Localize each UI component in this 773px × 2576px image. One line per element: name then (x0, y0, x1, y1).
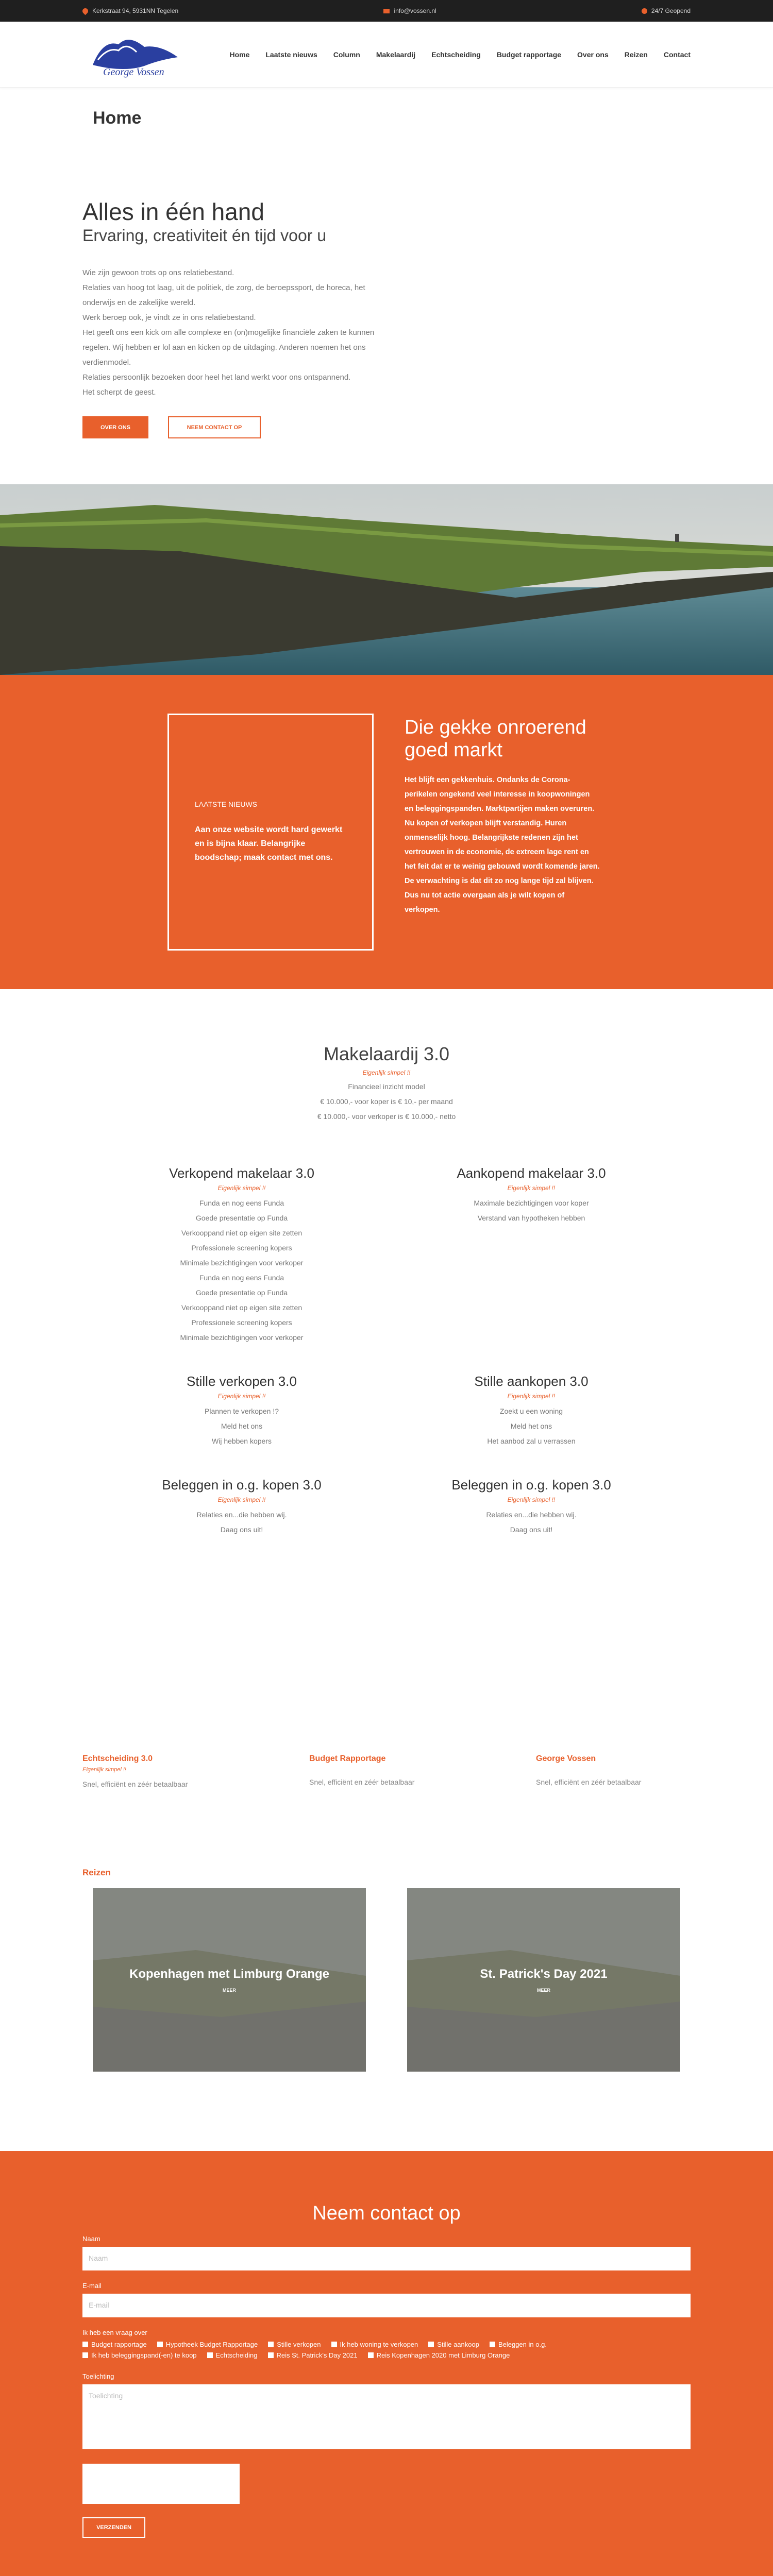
block-line: Funda en nog eens Funda (199, 1199, 284, 1207)
nav-home[interactable]: Home (229, 50, 250, 59)
trip-card-title: St. Patrick's Day 2021 (480, 1967, 608, 1981)
trip-card-title: Kopenhagen met Limburg Orange (129, 1967, 330, 1981)
main-nav (229, 50, 691, 59)
block-aankopend (441, 1165, 621, 1345)
block-line: Plannen te verkopen !? (205, 1407, 279, 1415)
block-beleggen-1 (152, 1477, 332, 1537)
page-title: Home (93, 108, 142, 128)
nav-echtscheiding[interactable]: Echtscheiding (431, 50, 481, 59)
service-george (536, 1754, 691, 1868)
makelaardij-tag[interactable]: Eigenlijk simpel !! (362, 1069, 411, 1076)
top-email[interactable]: info@vossen.nl (383, 7, 436, 14)
block-title: Stille aankopen 3.0 (474, 1374, 589, 1389)
site-header (0, 22, 773, 88)
block-tag[interactable]: Eigenlijk simpel !! (217, 1393, 266, 1400)
block-stille-aankopen (441, 1374, 621, 1449)
checkbox-option[interactable]: Budget rapportage (82, 2341, 147, 2348)
name-label: Naam (82, 2235, 100, 2243)
service-desc: Snel, efficiënt en zéér betaalbaar (82, 1780, 188, 1788)
mk-line: Financieel inzicht model (348, 1082, 425, 1091)
checkbox-option[interactable]: Beleggen in o.g. (490, 2341, 547, 2348)
trip-card[interactable] (407, 1888, 680, 2072)
block-title: Beleggen in o.g. kopen 3.0 (162, 1477, 322, 1493)
send-button[interactable]: VERZENDEN (82, 2517, 145, 2538)
clock-icon (642, 8, 647, 14)
block-line: Maximale bezichtigingen voor koper (474, 1199, 589, 1207)
block-verkopend (152, 1165, 332, 1345)
service-title[interactable]: Echtscheiding 3.0 (82, 1754, 153, 1763)
news-section (0, 675, 773, 989)
block-line: Relaties en...die hebben wij. (486, 1511, 577, 1519)
block-beleggen-2 (441, 1477, 621, 1537)
nav-over-ons[interactable]: Over ons (577, 50, 609, 59)
cliffs-banner-image (0, 484, 773, 675)
block-tag[interactable]: Eigenlijk simpel !! (217, 1184, 266, 1192)
hero-subtitle: Ervaring, creativiteit én tijd voor u (82, 226, 327, 245)
message-label: Toelichting (82, 2372, 114, 2380)
news-title: Die gekke onroerend goed markt (405, 717, 586, 761)
message-textarea[interactable]: Toelichting (82, 2384, 691, 2449)
service-desc: Snel, efficiënt en zéér betaalbaar (536, 1778, 642, 1786)
block-tag[interactable]: Eigenlijk simpel !! (507, 1496, 556, 1503)
block-line: Meld het ons (221, 1422, 263, 1430)
block-line: Minimale bezichtigingen voor verkoper (180, 1259, 304, 1267)
block-tag[interactable]: Eigenlijk simpel !! (217, 1496, 266, 1503)
block-line: Verkooppand niet op eigen site zetten (181, 1303, 303, 1312)
trip-card-more[interactable]: MEER (222, 1988, 236, 1993)
mk-line: € 10.000,- voor koper is € 10,- per maand (320, 1097, 453, 1106)
hero-intro (82, 265, 381, 400)
checkbox-option[interactable]: Ik heb beleggingspand(-en) te koop (82, 2351, 197, 2359)
service-budget (309, 1754, 464, 1868)
name-input[interactable]: Naam (82, 2247, 691, 2270)
nav-contact[interactable]: Contact (663, 50, 691, 59)
services-section (0, 1754, 773, 1868)
contact-section (0, 2151, 773, 2576)
location-pin-icon (81, 7, 90, 15)
news-box (167, 714, 374, 951)
nav-budget[interactable]: Budget rapportage (496, 50, 562, 59)
nav-nieuws[interactable]: Laatste nieuws (265, 50, 317, 59)
news-body: Het blijft een gekkenhuis. Ondanks de Corona-perikelen ongekend veel interesse in koopwoningen en beleggingspanden. Marktpartijen maken overuren. Nu kopen of verkopen blijft verstandig. Huren onmenselijk hoog. Belangrijkste redenen zijn het vertrouwen in de economie, de extreem lage rent en het feit dat er te weinig gebouwd wordt komende jaren. De verwachting is dat dit zo nog lange tijd zal blijven. Dus nu tot actie overgaan als je wilt kopen of verkopen. (405, 776, 600, 914)
block-stille-verkopen (152, 1374, 332, 1449)
intro-line: Het scherpt de geest. (82, 388, 156, 397)
reizen-title: Reizen (82, 1868, 111, 1877)
captcha-box[interactable] (82, 2464, 240, 2504)
block-line: Minimale bezichtigingen voor verkoper (180, 1333, 304, 1342)
question-checkboxes (82, 2341, 649, 2359)
email-label: E-mail (82, 2282, 102, 2290)
makelaardij-title: Makelaardij 3.0 (323, 1043, 450, 1064)
service-title[interactable]: Budget Rapportage (309, 1754, 386, 1763)
svg-text:George Vossen: George Vossen (103, 66, 164, 78)
block-line: Daag ons uit! (220, 1526, 263, 1534)
intro-line: Wie zijn gewoon trots op ons relatiebestand. (82, 268, 234, 277)
nav-makelaardij[interactable]: Makelaardij (376, 50, 416, 59)
top-service: 24/7 Geopend (642, 7, 691, 14)
block-line: Het aanbod zal u verrassen (487, 1437, 576, 1445)
trip-card[interactable] (93, 1888, 366, 2072)
top-bar (0, 0, 773, 22)
hero-section (0, 149, 773, 484)
reizen-section (0, 1868, 773, 2151)
intro-line: Werk beroep ook, je vindt ze in ons relatiebestand. (82, 313, 256, 322)
checkbox-option[interactable]: Reis Kopenhagen 2020 met Limburg Orange (368, 2351, 510, 2359)
block-line: Funda en nog eens Funda (199, 1274, 284, 1282)
envelope-icon (383, 9, 390, 13)
block-line: Goede presentatie op Funda (195, 1214, 288, 1222)
intro-line: Relaties persoonlijk bezoeken door heel het land werkt voor ons ontspannend. (82, 373, 351, 382)
top-address: Kerkstraat 94, 5931NN Tegelen (82, 7, 178, 14)
makelaardij-section (0, 989, 773, 1754)
checkbox-option[interactable]: Stille aankoop (428, 2341, 479, 2348)
intro-line: Het geeft ons een kick om alle complexe en (on)mogelijke financiële zaken te kunnen regelen. Wij hebben er lol aan en kicken op de uitdaging. Anderen noemen het ons verdienmodel. (82, 328, 375, 367)
news-label: LAATSTE NIEUWS (195, 800, 258, 808)
service-title[interactable]: George Vossen (536, 1754, 596, 1763)
block-title: Stille verkopen 3.0 (187, 1374, 297, 1389)
question-label: Ik heb een vraag over (82, 2329, 147, 2336)
service-echtscheiding (82, 1754, 237, 1868)
block-line: Goede presentatie op Funda (195, 1289, 288, 1297)
block-line: Verstand van hypotheken hebben (477, 1214, 585, 1222)
block-line: Daag ons uit! (510, 1526, 553, 1534)
checkbox-option[interactable]: Stille verkopen (268, 2341, 321, 2348)
contact-button[interactable]: NEEM CONTACT OP (168, 416, 261, 438)
checkbox-option[interactable]: Reis St. Patrick's Day 2021 (268, 2351, 358, 2359)
block-tag[interactable]: Eigenlijk simpel !! (507, 1184, 556, 1192)
site-logo[interactable] (82, 29, 186, 80)
block-line: Zoekt u een woning (499, 1407, 563, 1415)
checkbox-option[interactable]: Hypotheek Budget Rapportage (157, 2341, 258, 2348)
email-input[interactable]: E-mail (82, 2294, 691, 2317)
block-title: Beleggen in o.g. kopen 3.0 (451, 1477, 611, 1493)
intro-line: Relaties van hoog tot laag, uit de politiek, de zorg, de beroepssport, de horeca, het onderwijs en de zakelijke wereld. (82, 283, 365, 307)
block-line: Verkooppand niet op eigen site zetten (181, 1229, 303, 1237)
checkbox-option[interactable]: Echtscheiding (207, 2351, 258, 2359)
nav-reizen[interactable]: Reizen (624, 50, 648, 59)
block-line: Relaties en...die hebben wij. (196, 1511, 287, 1519)
hero-title: Alles in één hand (82, 198, 264, 225)
block-line: Meld het ons (510, 1422, 552, 1430)
checkbox-option[interactable]: Ik heb woning te verkopen (331, 2341, 418, 2348)
service-desc: Snel, efficiënt en zéér betaalbaar (309, 1778, 415, 1786)
news-text: Aan onze website wordt hard gewerkt en is bijna klaar. Belangrijke boodschap; maak contact met ons. (195, 825, 343, 862)
block-line: Wij hebben kopers (212, 1437, 272, 1445)
block-line: Professionele screening kopers (191, 1318, 292, 1327)
nav-column[interactable]: Column (333, 50, 360, 59)
trip-card-more[interactable]: MEER (536, 1988, 550, 1993)
contact-title: Neem contact op (312, 2202, 461, 2224)
block-title: Aankopend makelaar 3.0 (457, 1165, 606, 1181)
over-ons-button[interactable]: OVER ONS (82, 416, 148, 438)
service-tag[interactable]: Eigenlijk simpel !! (82, 1767, 126, 1773)
block-tag[interactable]: Eigenlijk simpel !! (507, 1393, 556, 1400)
mk-line: € 10.000,- voor verkoper is € 10.000,- netto (317, 1112, 456, 1121)
block-line: Professionele screening kopers (191, 1244, 292, 1252)
block-title: Verkopend makelaar 3.0 (169, 1165, 314, 1181)
